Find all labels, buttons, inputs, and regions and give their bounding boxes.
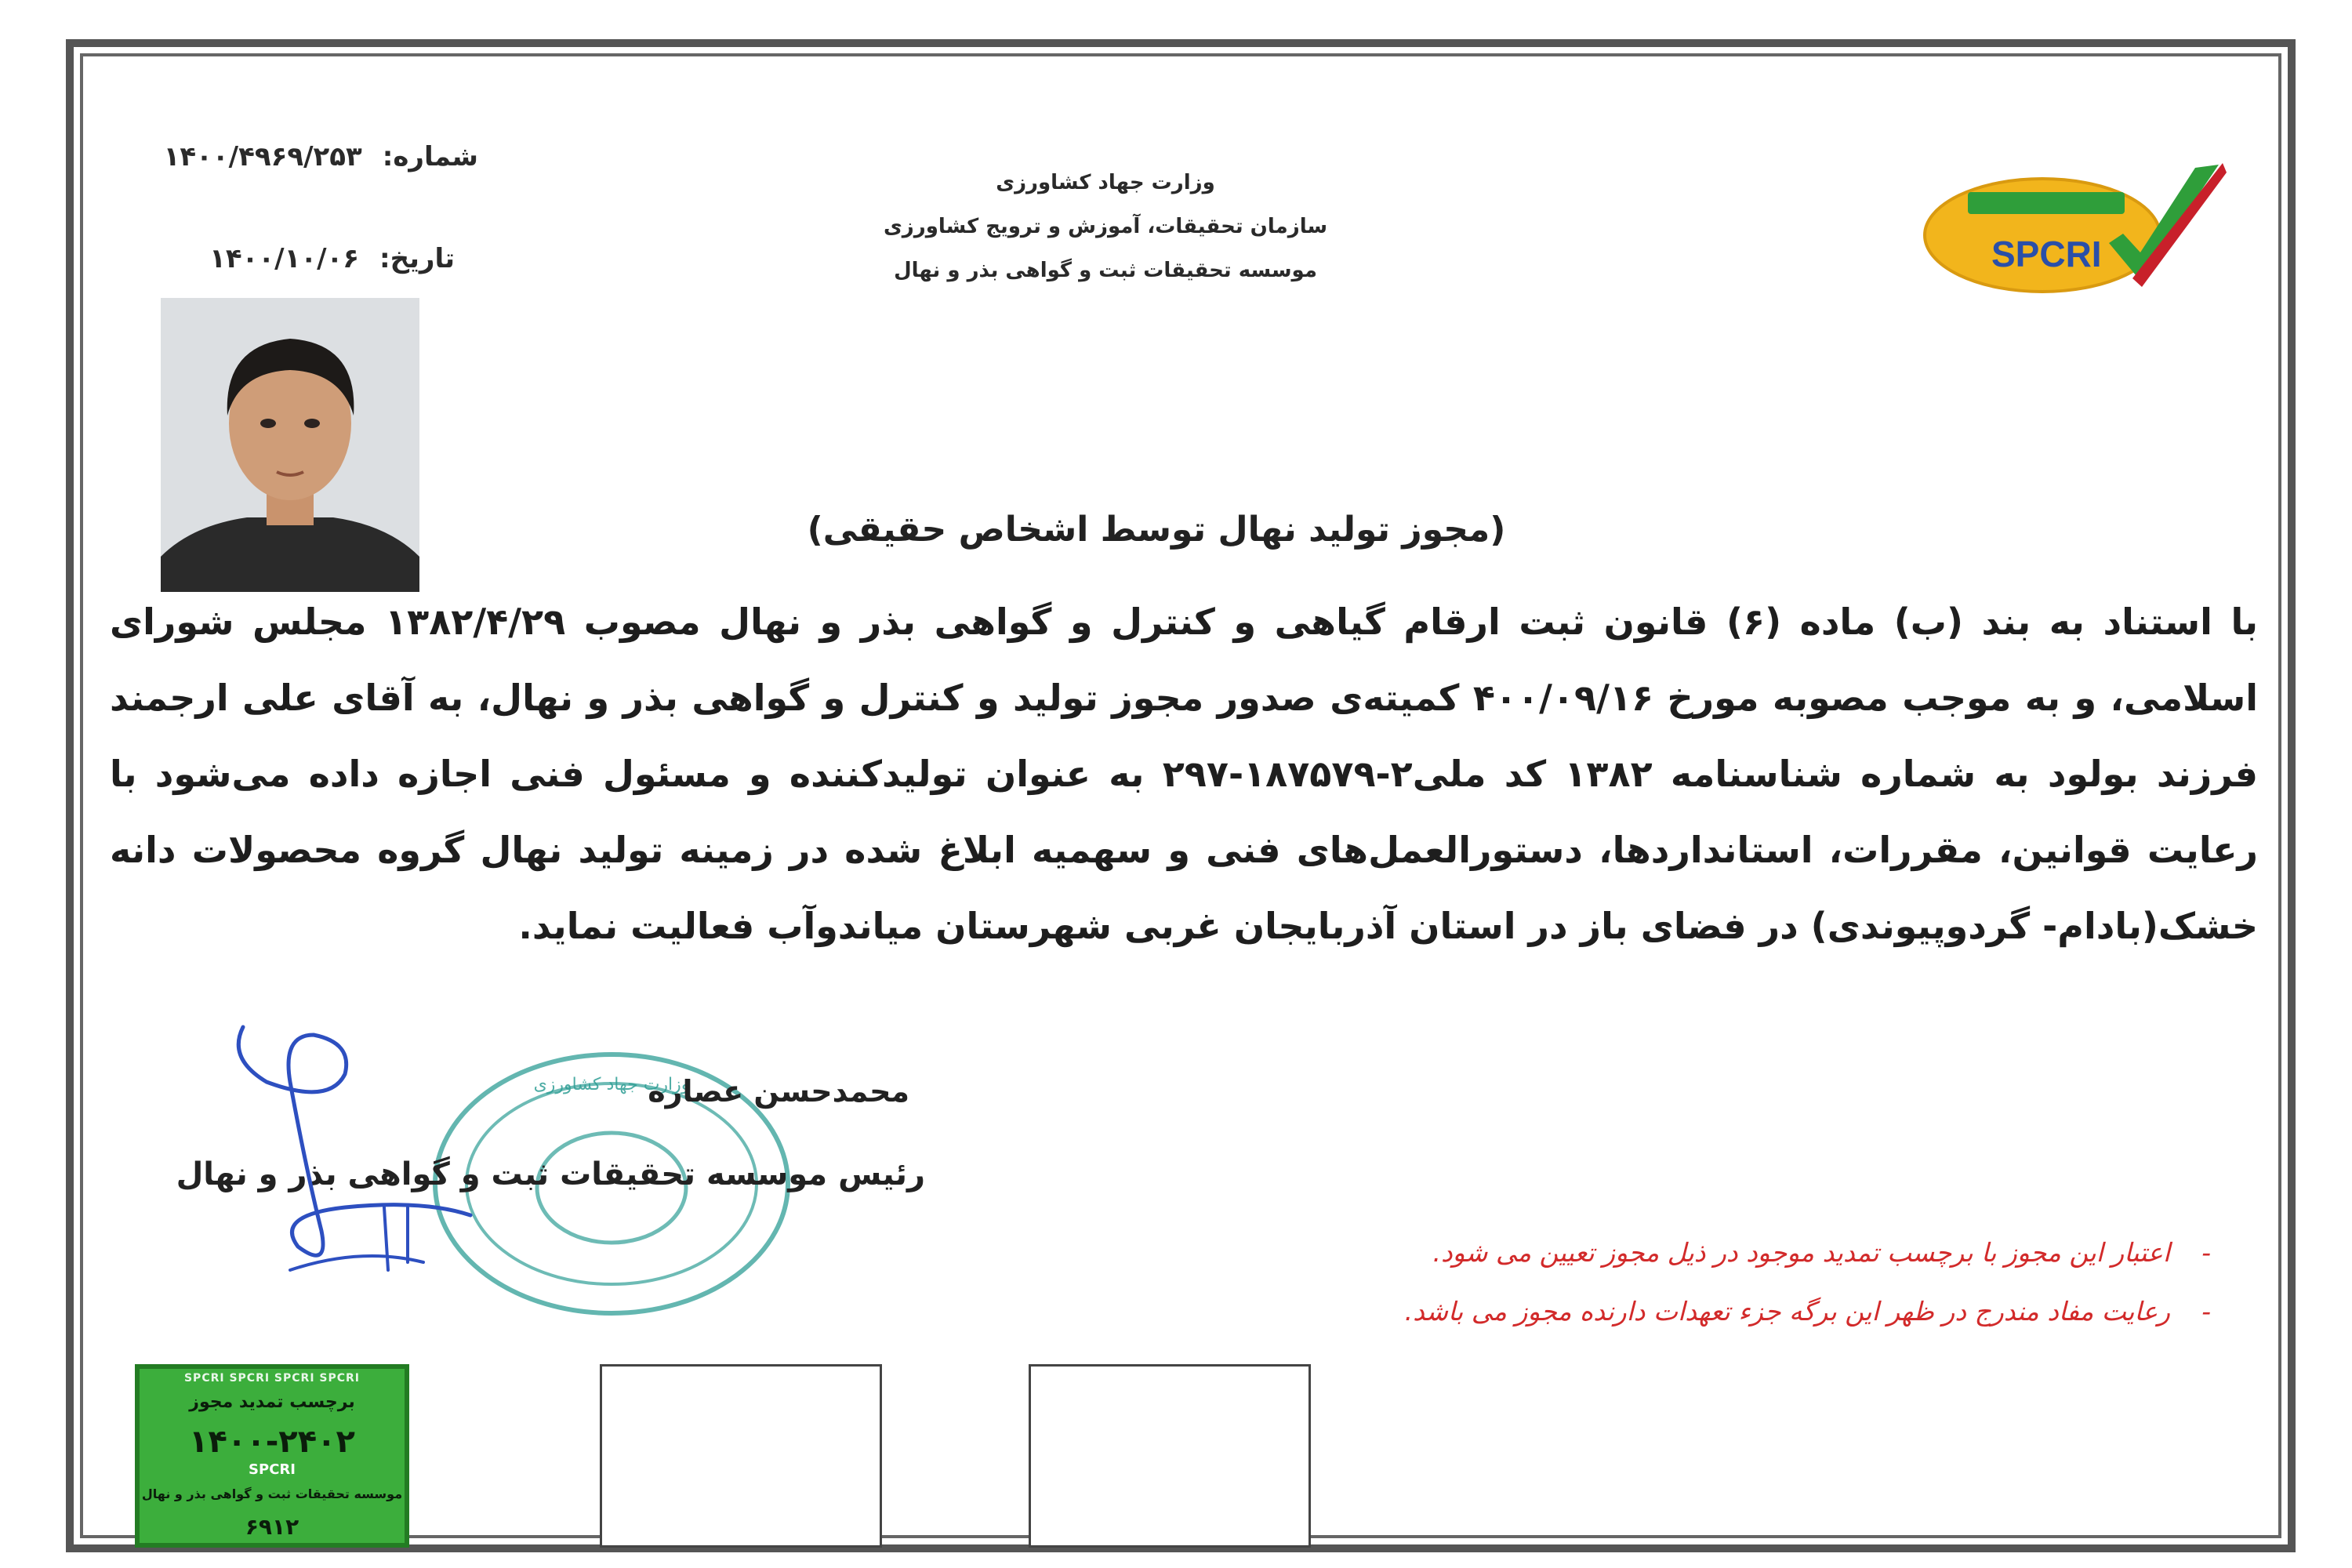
handwritten-signature [220,1011,486,1294]
number-value: ۱۴۰۰/۴۹۶۹/۲۵۳ [163,141,362,172]
number-label: شماره: [382,141,478,172]
sticker-brand: SPCRI [249,1461,296,1478]
note-text: رعایت مفاد مندرج در ظهر این برگه جزء تعهدات دارنده مجوز می باشد. [1404,1296,2171,1327]
letter-date [133,243,455,274]
renewal-sticker-slot-3 [1029,1364,1311,1548]
signer-title: رئیس موسسه تحقیقات ثبت و گواهی بذر و نهال [176,1156,925,1192]
renewal-sticker-slot-1 [135,1364,409,1548]
note-item [1098,1223,2211,1282]
renewal-sticker-slot-2 [600,1364,882,1548]
holder-photo [161,298,419,592]
note-dash: - [2201,1296,2211,1327]
date-value: ۱۴۰۰/۱۰/۰۶ [209,243,360,274]
license-title: (مجوز تولید نهال توسط اشخاص حقیقی) [807,510,1506,550]
note-dash: - [2201,1237,2211,1268]
spcri-logo [1913,149,2227,298]
ministry-line: وزارت جهاد کشاورزی [996,171,1215,194]
sticker-code: ۱۴۰۰-۲۴۰۲ [189,1424,355,1460]
letter-number [133,141,478,172]
logo-brand: SPCRI [1991,234,2102,274]
document-header [823,161,1388,292]
sticker-heading: برچسب تمدید مجوز [189,1392,355,1412]
date-label: تاریخ: [379,243,455,274]
note-text: اعتبار این مجوز با برچسب تمدید موجود در ذیل مجوز تعیین می شود. [1432,1237,2171,1268]
organization-line: سازمان تحقیقات، آموزش و ترویج کشاورزی [883,215,1328,238]
person-portrait-icon [161,298,419,592]
renewal-sticker [135,1364,409,1548]
license-body: با استناد به بند (ب) ماده (۶) قانون ثبت ارقام گیاهی و کنترل و گواهی بذر و نهال مصوب ۱۳۸۲/۴/۲۹ مجلس شورای اسلامی، و به موجب مصوبه مورخ ۴۰۰/۰۹/۱۶ کمیته‌ی صدور مجوز تولید و کنترل و گواهی بذر و نهال، به آقای علی ارجمند فرزند بولود به شماره شناسنامه ۱۳۸۲ کد ملی۲-۱۸۷۵۷۹-۲۹۷ به عنوان تولیدکننده و مسئول فنی اجازه داده می‌شود با رعایت قوانین، مقررات، استانداردها، دستورالعمل‌های فنی و سهمیه ابلاغ شده در زمینه تولید نهال گروه محصولات دانه خشک(بادام- گردوپیوندی) در فضای باز در استان آذربایجان غربی شهرستان میاندوآب فعالیت نماید. [110,601,2259,947]
validity-notes [1098,1223,2211,1341]
sticker-footer: موسسه تحقیقات ثبت و گواهی بذر و نهال [141,1486,403,1501]
institute-line: موسسه تحقیقات ثبت و گواهی بذر و نهال [894,259,1317,282]
sticker-edge-text: SPCRI SPCRI SPCRI SPCRI [183,1372,361,1385]
signer-name: محمدحسن عصاره [648,1074,909,1109]
sticker-serial: ۶۹۱۲ [245,1514,299,1540]
seal-text: وزارت جهاد کشاورزی [533,1075,690,1094]
note-item [1098,1282,2211,1341]
